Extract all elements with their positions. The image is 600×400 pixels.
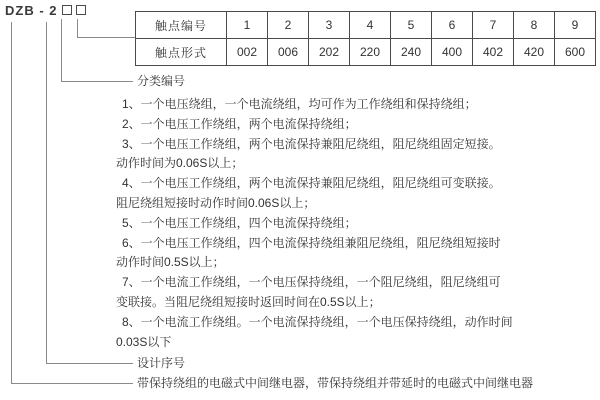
contact-table-cell: 400 [432, 39, 473, 66]
connector-line-relay-type-vertical [11, 22, 12, 384]
contact-table-cell: 9 [555, 12, 596, 39]
contact-table-cell: 202 [309, 39, 350, 66]
contact-table-cell: 3 [309, 12, 350, 39]
classification-item-continuation: 0.03S以下 [116, 334, 172, 349]
contact-table-row-label: 触点编号 [136, 12, 227, 39]
contact-table-cell: 8 [514, 12, 555, 39]
contact-table-cell: 4 [350, 12, 391, 39]
connector-line-contact-horizontal [77, 37, 135, 38]
contact-table-cell: 6 [432, 12, 473, 39]
model-code-prefix: DZB - 2 [5, 3, 58, 18]
contact-table-cell: 240 [391, 39, 432, 66]
contact-table-cell: 220 [350, 39, 391, 66]
contact-table-cell: 420 [514, 39, 555, 66]
classification-label: 分类编号 [137, 74, 186, 88]
contact-table [135, 11, 596, 66]
contact-table-cell: 600 [555, 39, 596, 66]
classification-item: 8、一个电流工作绕组。一个电流保持绕组，一个电压保持绕组，动作时间 [122, 314, 513, 329]
relay-type-description: 带保持绕组的电磁式中间继电器，带保持绕组并带延时的电磁式中间继电器 [137, 376, 534, 390]
connector-line-relay-type-horizontal [11, 383, 133, 384]
contact-table-row [136, 12, 596, 39]
classification-item: 4、一个电压工作绕组，两个电流保持兼阻尼绕组，阻尼绕组可变联接。 [122, 176, 501, 191]
classification-item: 2、一个电压工作绕组，两个电流保持绕组； [122, 116, 357, 131]
classification-item-continuation: 阻尼绕组短接时动作时间0.06S以上； [116, 195, 316, 210]
design-serial-label: 设计序号 [137, 356, 186, 370]
classification-item-continuation: 动作时间0.5S以上； [116, 255, 225, 270]
connector-line-contact-vertical [77, 19, 78, 38]
placeholder-box-icon [62, 5, 72, 15]
classification-list [116, 95, 513, 352]
contact-table-cell: 2 [268, 12, 309, 39]
contact-table-cell: 7 [473, 12, 514, 39]
classification-item: 6、一个电压工作绕组，四个电流保持绕组兼阻尼绕组，阻尼绕组短接时 [122, 235, 501, 250]
contact-table-row-label: 触点形式 [136, 39, 227, 66]
classification-item: 7、一个电流工作绕组，一个电压保持绕组，一个阻尼绕组，阻尼绕组可 [122, 275, 501, 290]
contact-table-cell: 402 [473, 39, 514, 66]
contact-table-cell: 006 [268, 39, 309, 66]
contact-table-cell: 002 [227, 39, 268, 66]
classification-item-continuation: 变联接。当阻尼绕组短接时返回时间在0.5S以上； [116, 294, 381, 309]
connector-line-design-serial-horizontal [46, 363, 133, 364]
contact-table-cell: 1 [227, 12, 268, 39]
connector-line-classification-vertical [61, 19, 62, 82]
classification-item: 5、一个电压工作绕组，四个电流保持绕组； [122, 215, 357, 230]
contact-table-body [136, 12, 596, 66]
placeholder-box-icon [76, 5, 86, 15]
connector-line-classification-horizontal [61, 81, 133, 82]
connector-line-design-serial-vertical [46, 22, 47, 364]
classification-item: 1、一个电压绕组，一个电流绕组，均可作为工作绕组和保持绕组； [122, 97, 477, 111]
classification-item-continuation: 动作时间为0.06S以上； [116, 156, 244, 171]
contact-table-cell: 5 [391, 12, 432, 39]
classification-item: 3、一个电压工作绕组，两个电流保持兼阻尼绕组，阻尼绕组固定短接。 [122, 136, 501, 151]
contact-table-row [136, 39, 596, 66]
model-code-title [5, 3, 86, 18]
